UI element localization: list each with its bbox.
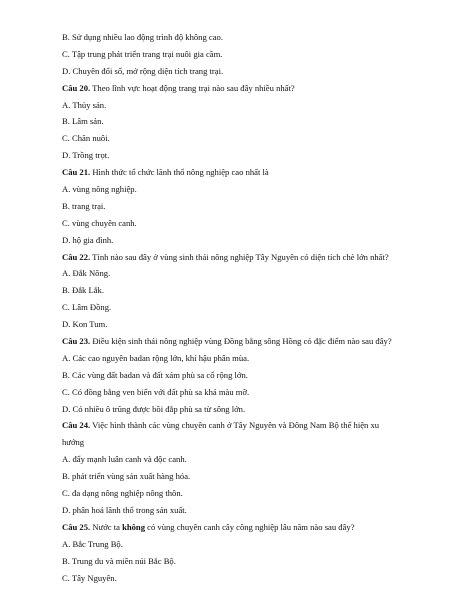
answer-option: A. Bắc Trung Bộ. (62, 538, 123, 549)
answer-option: D. Kon Tum. (62, 319, 108, 330)
question-line (62, 252, 412, 262)
question-text: Nước ta (90, 521, 123, 532)
question-text: Tỉnh nào sau đây ở vùng sinh thái nông nghiệp Tây Nguyên có diện tích chè lớn nhất? (90, 251, 389, 262)
answer-option: C. Lâm Đồng. (62, 302, 112, 313)
answer-option: A. đẩy mạnh luân canh và độc canh. (62, 454, 187, 465)
answer-option: A. vùng nông nghiệp. (62, 184, 137, 195)
answer-option: B. Trung du và miền núi Bắc Bộ. (62, 555, 176, 566)
answer-option: B. Các vùng đất badan và đất xám phù sa cổ rộng lớn. (62, 369, 248, 380)
answer-option: D. phân hoá lãnh thổ trong sản xuất. (62, 504, 187, 515)
question-text: Điều kiện sinh thái nông nghiệp vùng Đồng bằng sông Hồng có đặc điểm nào sau đây? (90, 336, 392, 347)
question-number: Câu 23. (62, 336, 91, 347)
question-number: Câu 22. (62, 251, 91, 262)
answer-option: C. Tập trung phát triển trang trại nuôi gia cầm. (62, 48, 223, 59)
question-number: Câu 20. (62, 82, 91, 93)
answer-option: D. Chuyên đổi số, mở rộng diện tích trang trại. (62, 65, 224, 76)
answer-option: B. Lâm sản. (62, 116, 104, 127)
answer-option: A. Đắk Nông. (62, 268, 111, 279)
answer-option: D. Có nhiều ô trũng được bồi đắp phù sa từ sông lớn. (62, 403, 246, 414)
question-text-tail: có vùng chuyên canh cây công nghiệp lâu năm nào sau đây? (145, 521, 355, 532)
question-text: Theo lĩnh vực hoạt động trang trại nào sau đây nhiều nhất? (90, 82, 295, 93)
answer-option: C. Chăn nuôi. (62, 133, 110, 144)
answer-option: D. hộ gia đình. (62, 234, 114, 245)
answer-option: B. Sử dụng nhiều lao động trình độ không cao. (62, 32, 224, 42)
answer-option: B. Đắk Lắk. (62, 285, 105, 296)
question-line (62, 420, 412, 430)
answer-option: C. đa dạng nông nghiệp nông thôn. (62, 488, 183, 499)
answer-option: A. Các cao nguyên badan rộng lớn, khí hậu phân mùa. (62, 352, 250, 363)
answer-option: A. Thủy sản. (62, 99, 107, 110)
question-number: Câu 24. (62, 420, 91, 431)
question-emphasis: không (122, 521, 145, 532)
answer-option: C. Có đồng bằng ven biển với đất phù sa khá màu mỡ. (62, 386, 250, 397)
question-number: Câu 21. (62, 167, 91, 178)
question-line (62, 83, 412, 93)
answer-option: D. Trồng trọt. (62, 150, 110, 161)
document-content (62, 32, 412, 589)
answer-option: B. phát triển vùng sản xuất hàng hóa. (62, 471, 191, 482)
answer-option: C. Tây Nguyên. (62, 572, 117, 583)
question-continuation: hướng (62, 437, 85, 448)
answer-option: C. vùng chuyên canh. (62, 217, 137, 228)
answer-option: B. trang trại. (62, 200, 106, 211)
question-text: Việc hình thành các vùng chuyên canh ở Tây Nguyên và Đông Nam Bộ thể hiện xu (90, 420, 380, 431)
question-line (62, 336, 412, 346)
question-line (62, 167, 412, 177)
question-text: Hình thức tổ chức lãnh thổ nông nghiệp cao nhất là (90, 167, 269, 178)
question-number: Câu 25. (62, 521, 91, 532)
question-line (62, 522, 412, 532)
